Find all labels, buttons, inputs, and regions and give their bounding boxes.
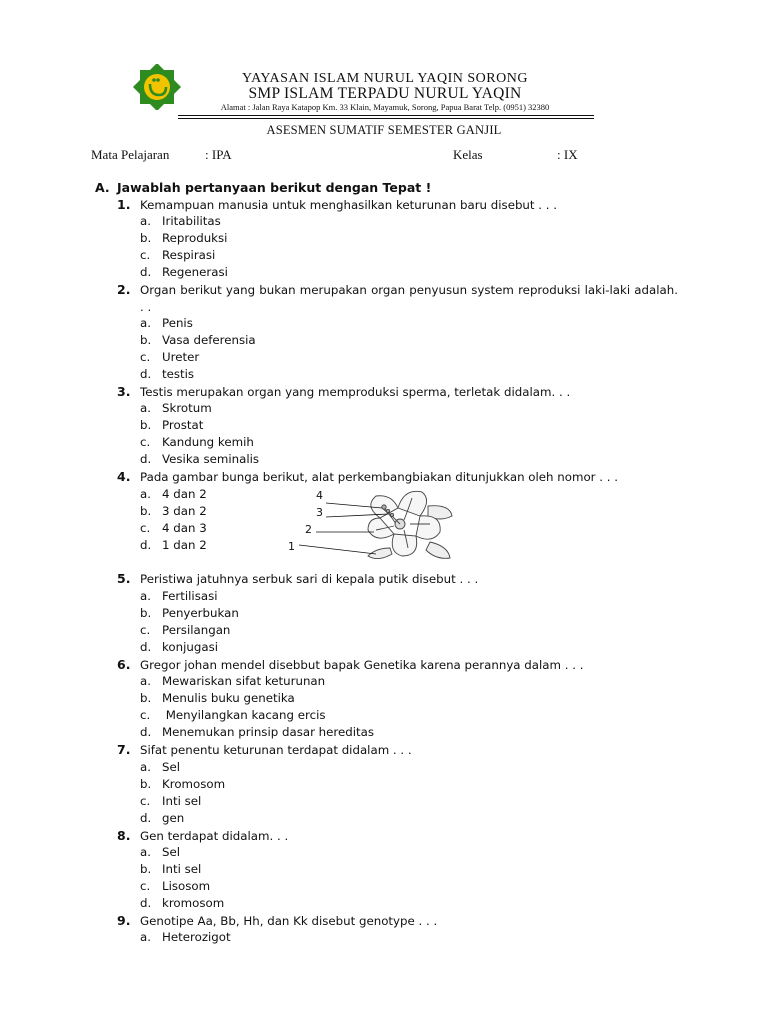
option-letter: a. bbox=[140, 760, 151, 774]
question-text: Testis merupakan organ yang memproduksi sperma, terletak didalam. . . bbox=[140, 385, 571, 399]
option-text: Persilangan bbox=[162, 623, 231, 637]
option-letter: a. bbox=[140, 214, 151, 228]
question-number: 8. bbox=[117, 828, 131, 843]
option-letter: c. bbox=[140, 350, 151, 364]
option-text: Skrotum bbox=[162, 401, 212, 415]
section-letter: A. bbox=[95, 180, 110, 195]
option-text: testis bbox=[162, 367, 195, 381]
figure-label: 4 bbox=[316, 489, 323, 502]
option-text: 1 dan 2 bbox=[162, 538, 207, 552]
option-text: Regenerasi bbox=[162, 265, 228, 279]
option-letter: a. bbox=[140, 487, 151, 501]
option-letter: c. bbox=[140, 708, 151, 722]
option-letter: d. bbox=[140, 640, 152, 654]
question-text: Sifat penentu keturunan terdapat didalam . . . bbox=[140, 743, 412, 757]
option-text: kromosom bbox=[162, 896, 225, 910]
option-letter: b. bbox=[140, 504, 152, 518]
option-text: Menyilangkan kacang ercis bbox=[162, 708, 326, 722]
school-logo bbox=[130, 64, 184, 110]
option-text: Vasa deferensia bbox=[162, 333, 256, 347]
option-text: 4 dan 2 bbox=[162, 487, 207, 501]
option-letter: c. bbox=[140, 521, 151, 535]
question-text: Gen terdapat didalam. . . bbox=[140, 829, 289, 843]
option-letter: d. bbox=[140, 896, 152, 910]
option-letter: d. bbox=[140, 367, 152, 381]
option-letter: b. bbox=[140, 231, 152, 245]
subject-value: : IPA bbox=[205, 147, 232, 162]
option-text: Respirasi bbox=[162, 248, 216, 262]
option-text: Kromosom bbox=[162, 777, 226, 791]
option-text: Sel bbox=[162, 760, 181, 774]
option-letter: a. bbox=[140, 674, 151, 688]
option-letter: b. bbox=[140, 862, 152, 876]
figure-label: 2 bbox=[305, 523, 312, 536]
option-text: Inti sel bbox=[162, 862, 202, 876]
header-divider bbox=[178, 118, 594, 119]
option-letter: d. bbox=[140, 538, 152, 552]
option-text: Penis bbox=[162, 316, 193, 330]
option-letter: b. bbox=[140, 333, 152, 347]
question-number: 5. bbox=[117, 571, 131, 586]
option-letter: a. bbox=[140, 845, 151, 859]
option-letter: b. bbox=[140, 606, 152, 620]
question-number: 4. bbox=[117, 469, 131, 484]
question-text: Peristiwa jatuhnya serbuk sari di kepala putik disebut . . . bbox=[140, 572, 479, 586]
option-letter: c. bbox=[140, 794, 151, 808]
option-text: Menulis buku genetika bbox=[162, 691, 295, 705]
exam-title: ASESMEN SUMATIF SEMESTER GANJIL bbox=[266, 123, 502, 137]
option-letter: a. bbox=[140, 930, 151, 944]
option-letter: c. bbox=[140, 435, 151, 449]
question-text: Organ berikut yang bukan merupakan organ penyusun system reproduksi laki-laki adalah. . . bbox=[140, 283, 678, 314]
option-letter: c. bbox=[140, 248, 151, 262]
school-name: SMP ISLAM TERPADU NURUL YAQIN bbox=[248, 85, 522, 102]
option-letter: b. bbox=[140, 691, 152, 705]
question-text: Gregor johan mendel disebbut bapak Genetika karena perannya dalam . . . bbox=[140, 658, 584, 672]
option-text: Menemukan prinsip dasar hereditas bbox=[162, 725, 375, 739]
option-text: Vesika seminalis bbox=[162, 452, 260, 466]
option-text: Reproduksi bbox=[162, 231, 228, 245]
subject-label: Mata Pelajaran bbox=[91, 147, 170, 162]
option-letter: c. bbox=[140, 879, 151, 893]
class-value: : IX bbox=[557, 147, 578, 162]
option-text: Lisosom bbox=[162, 879, 211, 893]
question-text: Kemampuan manusia untuk menghasilkan keturunan baru disebut . . . bbox=[140, 198, 558, 212]
question-number: 3. bbox=[117, 384, 131, 399]
option-text: Penyerbukan bbox=[162, 606, 239, 620]
hibiscus-flower-figure bbox=[280, 486, 460, 566]
option-letter: a. bbox=[140, 589, 151, 603]
foundation-name: YAYASAN ISLAM NURUL YAQIN SORONG bbox=[242, 71, 528, 86]
option-text: 3 dan 2 bbox=[162, 504, 207, 518]
question-number: 2. bbox=[117, 282, 131, 297]
question-number: 9. bbox=[117, 913, 131, 928]
option-text: gen bbox=[162, 811, 185, 825]
option-text: Sel bbox=[162, 845, 181, 859]
option-letter: b. bbox=[140, 777, 152, 791]
option-text: Mewariskan sifat keturunan bbox=[162, 674, 326, 688]
option-text: Kandung kemih bbox=[162, 435, 254, 449]
option-letter: d. bbox=[140, 452, 152, 466]
school-address: Alamat : Jalan Raya Katapop Km. 33 Klain, Mayamuk, Sorong, Papua Barat Telp. (0951) 32380 bbox=[220, 102, 550, 112]
question-number: 6. bbox=[117, 657, 131, 672]
option-letter: c. bbox=[140, 623, 151, 637]
option-text: Heterozigot bbox=[162, 930, 231, 944]
question-text: Genotipe Aa, Bb, Hh, dan Kk disebut genotype . . . bbox=[140, 914, 438, 928]
option-letter: d. bbox=[140, 811, 152, 825]
question-number: 7. bbox=[117, 742, 131, 757]
option-letter: a. bbox=[140, 401, 151, 415]
figure-label: 3 bbox=[316, 506, 323, 519]
question-number: 1. bbox=[117, 197, 131, 212]
header-divider bbox=[178, 115, 594, 116]
option-letter: d. bbox=[140, 265, 152, 279]
question-text: Pada gambar bunga berikut, alat perkembangbiakan ditunjukkan oleh nomor . . . bbox=[140, 470, 619, 484]
option-text: Ureter bbox=[162, 350, 200, 364]
option-text: Inti sel bbox=[162, 794, 202, 808]
option-text: konjugasi bbox=[162, 640, 219, 654]
option-text: Fertilisasi bbox=[162, 589, 218, 603]
flower-drawing bbox=[368, 491, 452, 558]
option-letter: d. bbox=[140, 725, 152, 739]
option-text: 4 dan 3 bbox=[162, 521, 207, 535]
option-letter: a. bbox=[140, 316, 151, 330]
section-instruction: Jawablah pertanyaan berikut dengan Tepat ! bbox=[117, 180, 432, 195]
figure-label: 1 bbox=[288, 540, 295, 553]
option-text: Iritabilitas bbox=[162, 214, 221, 228]
class-label: Kelas bbox=[453, 147, 483, 162]
option-text: Prostat bbox=[162, 418, 204, 432]
option-letter: b. bbox=[140, 418, 152, 432]
